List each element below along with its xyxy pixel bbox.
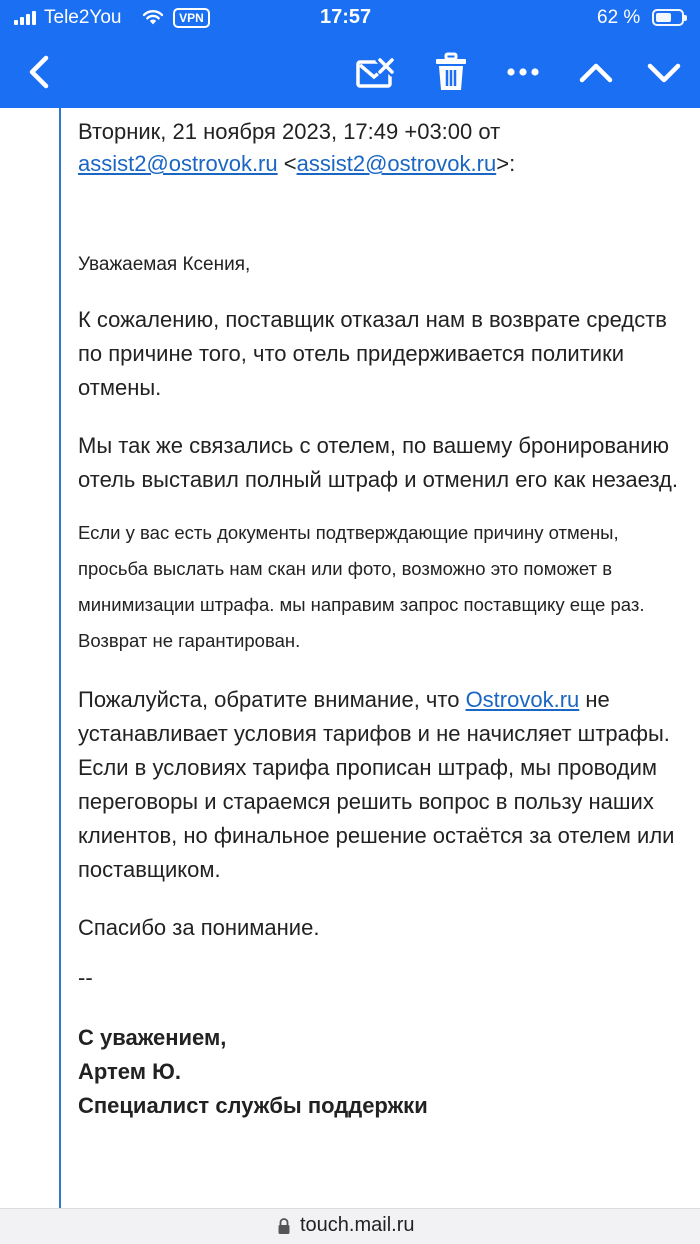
- paragraph-2: Мы так же связались с отелем, по вашему бронированию отель выставил полный штраф и отменил его как незаезд.: [78, 433, 678, 492]
- address-bar[interactable]: [0, 1208, 700, 1244]
- quote-line: [59, 108, 61, 1208]
- sender-open: <: [277, 151, 297, 176]
- trash-icon[interactable]: [427, 48, 475, 96]
- ostrovok-link[interactable]: Ostrovok.ru: [465, 687, 580, 712]
- mail-toolbar: [0, 38, 700, 108]
- signature: [78, 1021, 678, 1123]
- signature-title: Специалист службы поддержки: [78, 1093, 428, 1118]
- clock: 17:57: [320, 6, 372, 28]
- signature-separator: --: [78, 965, 93, 990]
- signature-name: Артем Ю.: [78, 1059, 181, 1084]
- paragraph-4: [78, 683, 678, 887]
- paragraph-3: Если у вас есть документы подтверждающие причину отмены, просьба выслать нам скан или фото, возможно это поможет в минимизации штрафа. мы направим запрос поставщику еще раз. Возврат не гарантирован.: [78, 522, 645, 651]
- quoted-message: [78, 108, 678, 1123]
- paragraph-4-end: не устанавливает условия тарифов и не начисляет штрафы. Если в условиях тарифа прописан штраф, мы проводим переговоры и стараемся решить вопрос в пользу наших клиентов, но финальное решение остаётся за отелем или поставщиком.: [78, 687, 675, 882]
- wifi-icon: [142, 8, 164, 26]
- mark-unread-icon[interactable]: [352, 48, 400, 96]
- signature-closing: С уважением,: [78, 1025, 227, 1050]
- more-icon[interactable]: [499, 48, 547, 96]
- sender-email-link[interactable]: assist2@ostrovok.ru: [78, 151, 278, 176]
- vpn-badge: VPN: [173, 8, 210, 28]
- next-message-icon[interactable]: [640, 48, 688, 96]
- sender-close: >:: [496, 151, 516, 176]
- battery-percent: 62 %: [597, 7, 641, 28]
- previous-message-icon[interactable]: [572, 48, 620, 96]
- lock-icon: [277, 1217, 291, 1235]
- status-bar: [0, 0, 700, 38]
- message-body: [0, 108, 700, 1208]
- paragraph-4-start: Пожалуйста, обратите внимание, что: [78, 687, 466, 712]
- paragraph-1: К сожалению, поставщик отказал нам в возврате средств по причине того, что отель придерживается политики отмены.: [78, 307, 667, 400]
- top-bar: [0, 0, 700, 108]
- thanks-line: Спасибо за понимание.: [78, 915, 320, 940]
- sender-email-link-2[interactable]: assist2@ostrovok.ru: [296, 151, 497, 176]
- url-text[interactable]: touch.mail.ru: [300, 1214, 415, 1236]
- header-date: Вторник, 21 ноября 2023, 17:49 +03:00 от: [78, 119, 501, 144]
- signal-icon: [14, 11, 36, 25]
- greeting: Уважаемая Ксения,: [78, 254, 251, 275]
- message-header: [78, 116, 678, 180]
- battery-icon: [652, 9, 684, 26]
- carrier-name: Tele2You: [44, 7, 122, 28]
- back-icon[interactable]: [16, 48, 64, 96]
